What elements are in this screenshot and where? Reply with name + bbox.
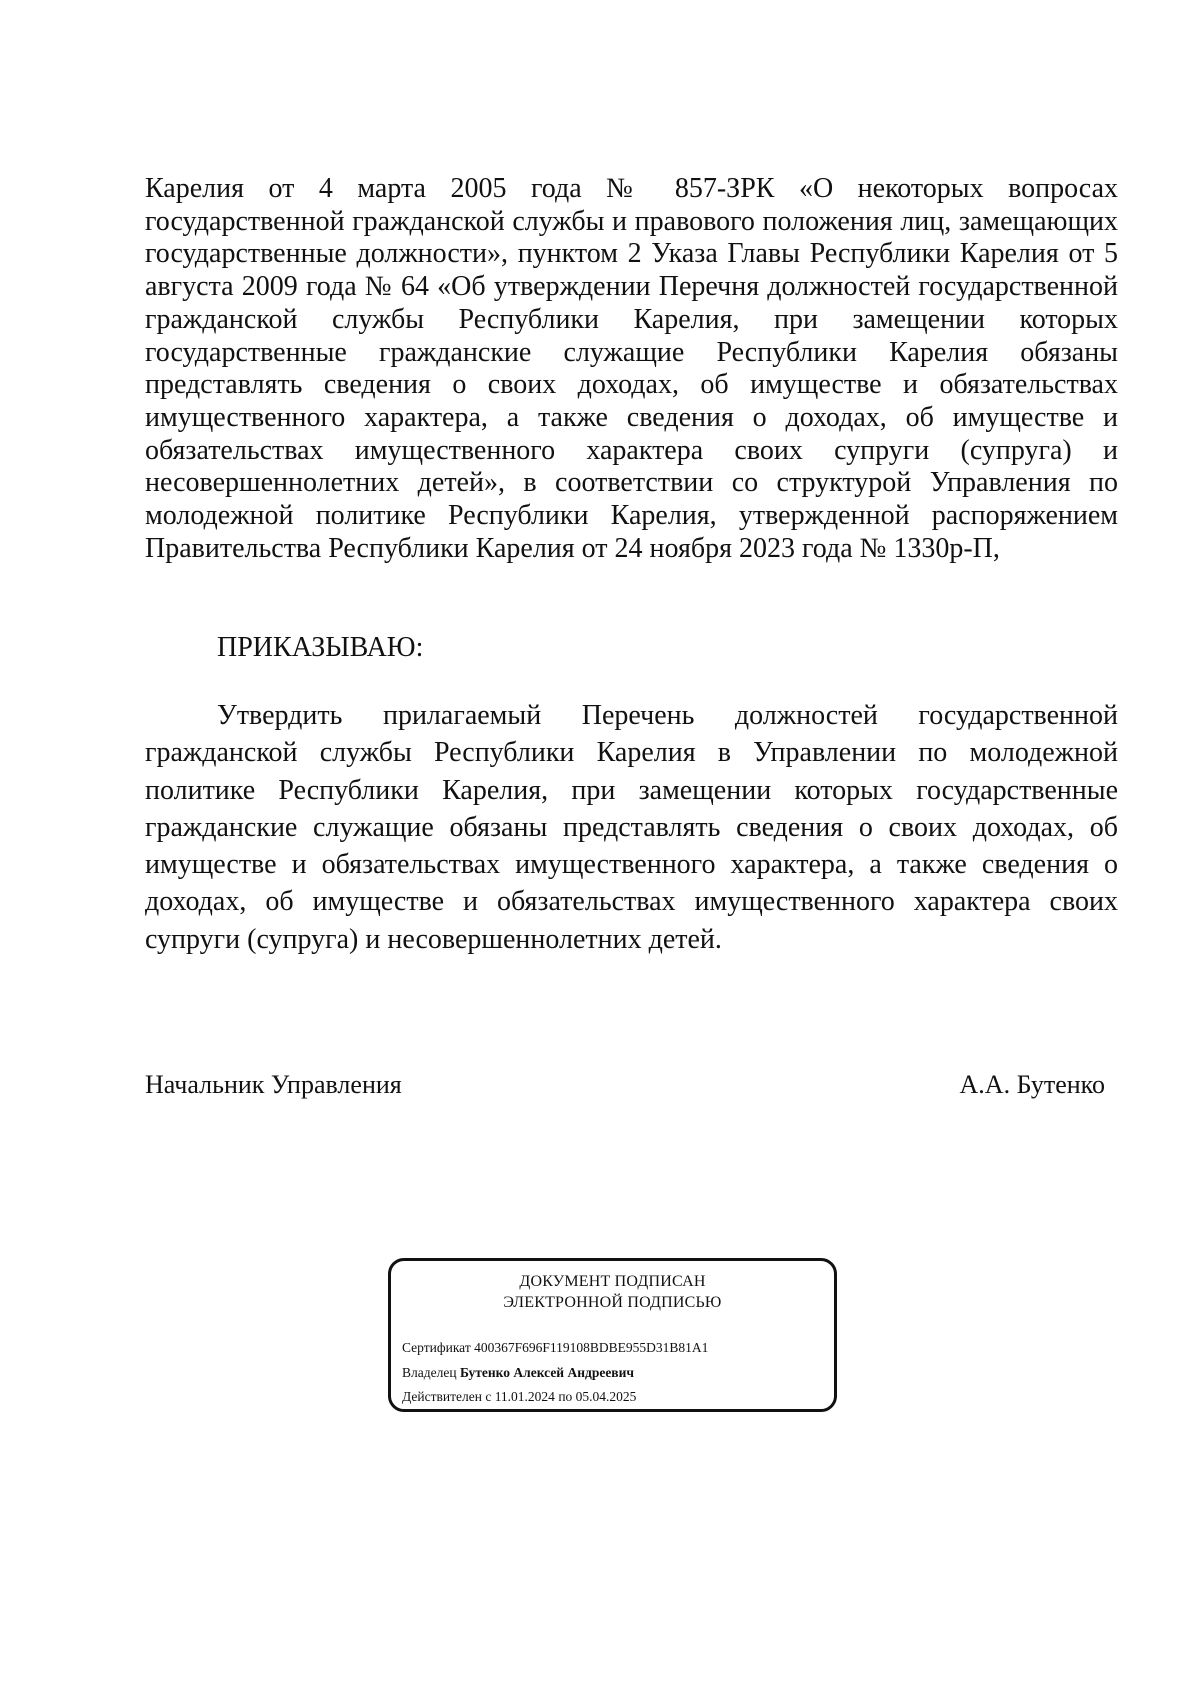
valid-from-label: с <box>485 1389 492 1404</box>
valid-to-date: 05.04.2025 <box>575 1389 637 1404</box>
valid-to-label: по <box>558 1389 573 1404</box>
certificate-value: 400367F696F119108BDBE955D31B81A1 <box>474 1340 709 1355</box>
stamp-certificate-line <box>402 1339 708 1357</box>
order-heading: ПРИКАЗЫВАЮ: <box>217 632 424 663</box>
owner-value: Бутенко Алексей Андреевич <box>459 1365 634 1380</box>
owner-label: Владелец <box>402 1365 457 1380</box>
stamp-heading-line-1: ДОКУМЕНТ ПОДПИСАН <box>519 1273 706 1290</box>
signatory-name: А.А. Бутенко <box>959 1070 1105 1099</box>
valid-label: Действителен <box>402 1389 482 1404</box>
stamp-owner-line <box>402 1364 634 1382</box>
stamp-validity-line <box>402 1388 636 1406</box>
preamble-paragraph: Карелия от 4 марта 2005 года № 857-ЗРК «О некоторых вопросах государственной гражданской службы и правового положения лиц, замещающих государственные должности», пунктом 2 Указа Главы Республики Карелия от 5 августа 2009 года № 64 «Об утверждении Перечня должностей государственной гражданской службы Республики Карелия, при замещении которых государственные гражданские служащие Республики Карелия обязаны представлять сведения о своих доходах, об имуществе и обязательствах имущественного характера, а также сведения о доходах, об имуществе и обязательствах имущественного характера своих супруги (супруга) и несовершеннолетних детей», в соответствии со структурой Управления по молодежной политике Республики Карелия, утвержденной распоряжением Правительства Республики Карелия от 24 ноября 2023 года № 1330р-П, <box>145 173 1118 564</box>
electronic-signature-stamp <box>388 1258 837 1412</box>
certificate-label: Сертификат <box>402 1340 471 1355</box>
signatory-position: Начальник Управления <box>145 1070 402 1099</box>
valid-from-date: 11.01.2024 <box>494 1389 555 1404</box>
order-paragraph: Утвердить прилагаемый Перечень должностей государственной гражданской службы Республики Карелия в Управлении по молодежной политике Республики Карелия, при замещении которых государственные гражданские служащие обязаны представлять сведения о своих доходах, об имуществе и обязательствах имущественного характера, а также сведения о доходах, об имуществе и обязательствах имущественного характера своих супруги (супруга) и несовершеннолетних детей. <box>145 700 1118 955</box>
stamp-heading-line-2: ЭЛЕКТРОННОЙ ПОДПИСЬЮ <box>503 1294 722 1311</box>
